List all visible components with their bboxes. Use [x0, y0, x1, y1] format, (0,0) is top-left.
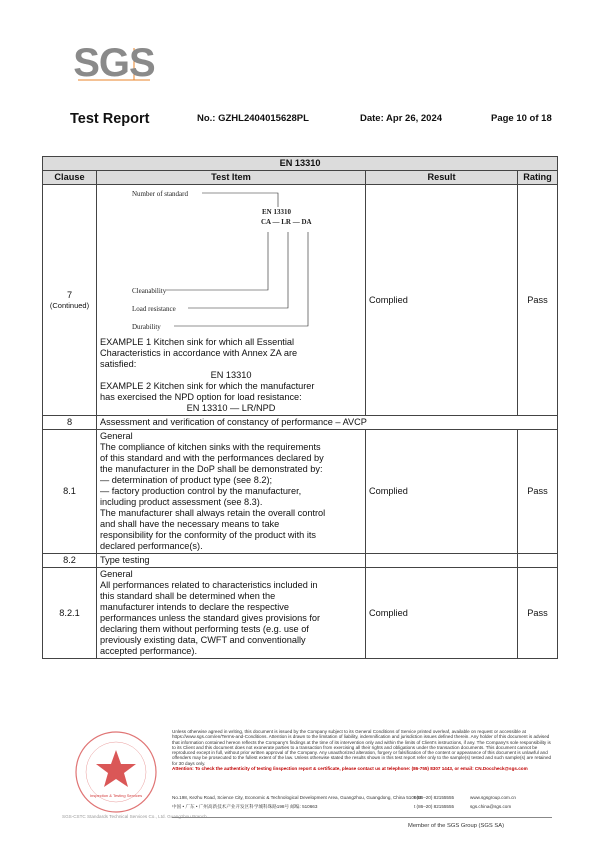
- col-test-item: Test Item: [97, 171, 366, 185]
- table-row: [43, 430, 558, 554]
- address-cn: 中国 • 广东 • 广州高新技术产业开发区科学城科珠路198号 邮编: 510663: [172, 804, 318, 809]
- email-cn[interactable]: sgs.china@sgs.com: [470, 804, 512, 809]
- diagram-durability: Durability: [132, 323, 161, 331]
- col-rating: Rating: [518, 171, 558, 185]
- report-number: No.: GZHL2404015628PL: [197, 113, 309, 124]
- rating-cell: [518, 554, 558, 568]
- table-row: [43, 568, 558, 659]
- clause-note: (Continued): [49, 301, 90, 310]
- clause-cell: 8.2.1: [43, 568, 97, 659]
- report-date: Date: Apr 26, 2024: [360, 113, 443, 124]
- test-table: [42, 156, 558, 659]
- diagram-number-label: Number of standard: [132, 190, 188, 198]
- logo-text: SGS: [73, 41, 155, 85]
- table-row: [43, 554, 558, 568]
- table-row: [43, 416, 558, 430]
- company-stamp: [62, 722, 207, 830]
- rating-cell: Pass: [518, 185, 558, 416]
- result-cell: Complied: [366, 185, 518, 416]
- test-item-cell: Type testing: [97, 554, 366, 568]
- clause-cell: [43, 185, 97, 416]
- diagram-cleanability: Cleanability: [132, 287, 167, 295]
- col-clause: Clause: [43, 171, 97, 185]
- test-item-cell: Number of standard EN 13310 CA — LR — DA Cleanability Load resistance Durability EXAMPLE 1 Kitchen sink for which all Essential Characteristics in accordance with Annex ZA are satisfied: EN 13310 EXAMPLE 2 Kitchen sink for which the manufacturer has exercised the NPD option for load resistance: EN 13310 — LR/NPD: [97, 185, 366, 416]
- address-en: No.198, Kezhu Road, Science City, Economic & Technological Development Area, Guangzhou, Guangdong, China 510663: [172, 795, 422, 800]
- clause-cell: 8: [43, 416, 97, 430]
- test-item-cell: General All performances related to characteristics included in this standard shall be determined when the manufacturer intends to declare the respective performances unless the standard gives provisions for declaring them without performing tests (e.g. use of previously existing data, CWFT and conventionally accepted performance).: [97, 568, 366, 659]
- star-icon: [96, 750, 136, 787]
- diagram-code-line1: EN 13310: [262, 208, 291, 216]
- tel-en: t (86–20) 82155555: [414, 795, 455, 800]
- page-number: Page 10 of 18: [491, 113, 552, 124]
- sgs-logo: [68, 40, 160, 98]
- result-cell: Complied: [366, 430, 518, 554]
- table-row: [43, 185, 558, 416]
- diagram-load-resistance: Load resistance: [132, 305, 176, 313]
- section-title-cell: Assessment and verification of constancy of performance – AVCP: [97, 416, 558, 430]
- clause-cell: 8.1: [43, 430, 97, 554]
- standard-heading: EN 13310: [43, 157, 558, 171]
- footer-divider: [172, 817, 552, 818]
- rating-cell: Pass: [518, 568, 558, 659]
- report-title: Test Report: [70, 111, 150, 127]
- rating-cell: Pass: [518, 430, 558, 554]
- result-cell: Complied: [366, 568, 518, 659]
- stamp-sub: Inspection & Testing Services: [89, 793, 143, 798]
- web-en[interactable]: www.sgsgroup.com.cn: [470, 795, 516, 800]
- result-cell: [366, 554, 518, 568]
- tel-cn: t (86–20) 82155555: [414, 804, 455, 809]
- designation-diagram: [100, 187, 362, 337]
- test-item-cell: General The compliance of kitchen sinks with the requirements of this standard and with the performances declared by the manufacturer in the DoP shall be demonstrated by: — determination of product type (see 8.2); — factory production control by the manufacturer, including product assessment (see 8.3). The manufacturer shall always retain the overall control and shall have the necessary means to take responsibility for the conformity of the product with its declared performance(s).: [97, 430, 366, 554]
- diagram-code-line2: CA — LR — DA: [261, 218, 312, 226]
- footer-attention: Attention: To check the authenticity of testing /inspection report & certificate, please contact us at telephone: (86-755) 8307 1443, or email: CN.Doccheck@sgs.com: [172, 766, 528, 772]
- col-result: Result: [366, 171, 518, 185]
- stamp-text: SGS-CSTC Standards Technical Services Co., Ltd. Guangzhou Branch: [62, 814, 207, 819]
- footer-disclaimer: Unless otherwise agreed in writing, this document is issued by the Company subject to its General Conditions of Service printed overleaf, available on request or accessible at https://www.sgs.com/en/Terms-and-Conditions. Attention is drawn to the limitation of liability, indemnification and jurisdiction issues defined therein. Any holder of this document is advised that information contained hereon reflects the Company's findings at the time of its intervention only and within the limits of Client's instructions, if any. The Company's sole responsibility is to its Client and this document does not exonerate parties to a transaction from exercising all their rights and obligations under the transaction documents. This document cannot be reproduced except in full, without prior written approval of the Company. Any unauthorized alteration, forgery or falsification of the content or appearance of this document is unlawful and offenders may be prosecuted to the fullest extent of the law. Unless otherwise stated the results shown in this test report refer only to the sample(s) tested and such sample(s) are retained for 30 days only. Attention: To check the authenticity of testing /inspection report & certificate, please contact us at telephone: (86-755) 8307 1443, or email: CN.Doccheck@sgs.com: [172, 729, 552, 772]
- member-text: Member of the SGS Group (SGS SA): [408, 823, 505, 829]
- clause-cell: 8.2: [43, 554, 97, 568]
- clause-number: 7: [66, 290, 73, 300]
